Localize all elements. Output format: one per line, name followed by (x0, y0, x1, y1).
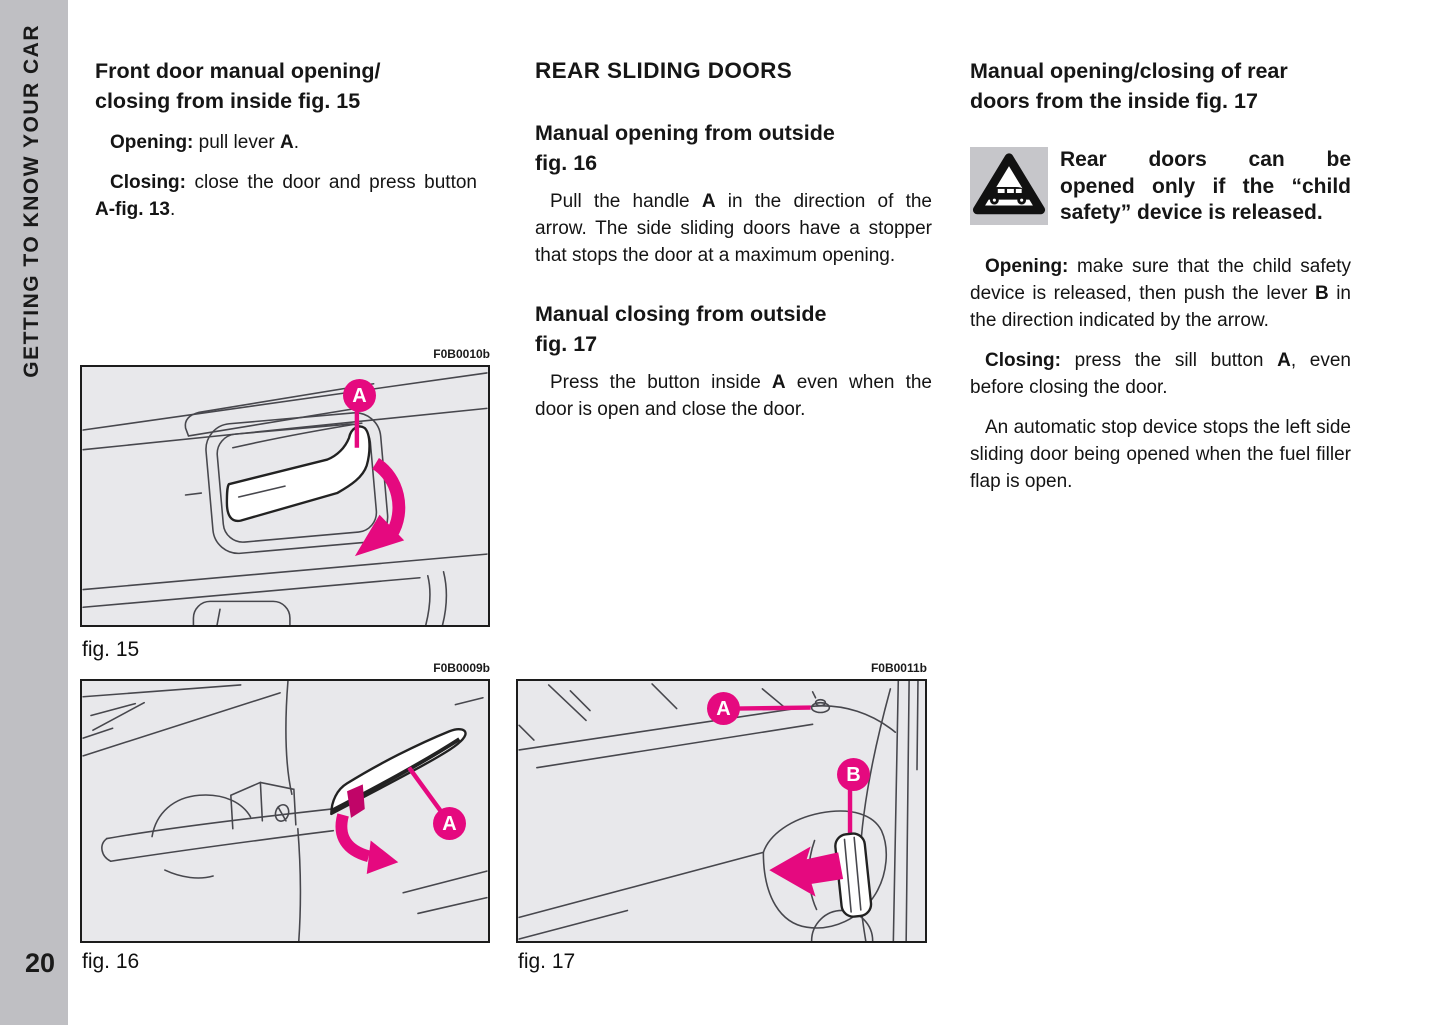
figure-15-illustration (80, 365, 490, 627)
column-front-door (95, 56, 477, 223)
rear-sliding-doors-heading: REAR SLIDING DOORS (535, 58, 793, 83)
figure-caption: fig. 17 (518, 950, 576, 973)
rear-door-closing-paragraph: Closing: press the sill button A, even before closing the door. (970, 349, 1351, 398)
figure-caption: fig. 15 (82, 638, 140, 661)
child-safety-warning (970, 147, 1351, 227)
figure-16-code: F0B0009b (433, 661, 490, 675)
callout-a-badge: A (707, 692, 740, 725)
front-door-heading (95, 56, 477, 116)
front-door-closing-paragraph: Closing: close the door and press button A-fig. 13. (95, 172, 477, 220)
manual-closing-paragraph: Press the button inside A even when the door is open and close the door. (535, 372, 932, 420)
figure-15-code: F0B0010b (433, 347, 490, 361)
inside-door-handle-drawing (82, 367, 488, 625)
warning-line: safety” device is released. (1060, 201, 1323, 224)
heading-line: Manual closing from outside (535, 302, 827, 326)
figure-caption: fig. 16 (82, 950, 140, 973)
front-door-opening-paragraph: Opening: pull lever A. (110, 132, 300, 153)
heading-line: fig. 16 (535, 151, 598, 175)
rear-doors-inside-heading (970, 56, 1351, 116)
callout-a-badge: A (343, 379, 376, 412)
figure-16-illustration (80, 679, 490, 943)
heading-line: fig. 17 (535, 332, 598, 356)
callout-b-badge: B (837, 758, 870, 791)
warning-line: Rear doors can be (1060, 148, 1351, 171)
warning-line: opened only if the “child (1060, 174, 1351, 198)
heading-line: closing from inside fig. 15 (95, 89, 361, 113)
column-rear-doors-inside (970, 56, 1351, 495)
callout-a-badge: A (433, 807, 466, 840)
heading-line: doors from the inside fig. 17 (970, 89, 1258, 113)
heading-line: Manual opening from outside (535, 121, 835, 145)
chapter-title: GETTING TO KNOW YOUR CAR (20, 24, 43, 378)
outside-door-handle-drawing (82, 681, 488, 941)
heading-line: Front door manual opening/ (95, 59, 381, 83)
figure-17-code: F0B0011b (870, 661, 927, 675)
warning-triangle-car-icon (970, 147, 1048, 225)
rear-door-opening-paragraph: Opening: make sure that the child safety device is released, then push the lever B in the direction indicated by the arrow. (970, 255, 1351, 331)
automatic-stop-paragraph: An automatic stop device stops the left side sliding door being opened when the fuel filler flap is open. (970, 416, 1351, 492)
manual-opening-paragraph: Pull the handle A in the direction of the arrow. The side sliding doors have a stopper that stops the door at a maximum opening. (535, 191, 932, 266)
manual-opening-subheading (535, 118, 932, 178)
figure-17-illustration (516, 679, 927, 943)
column-rear-sliding-doors (535, 56, 932, 423)
page-number: 20 (25, 948, 56, 978)
warning-text (1060, 147, 1351, 227)
chapter-sidebar (0, 0, 68, 1025)
manual-closing-subheading (535, 299, 932, 359)
heading-line: Manual opening/closing of rear (970, 59, 1288, 83)
